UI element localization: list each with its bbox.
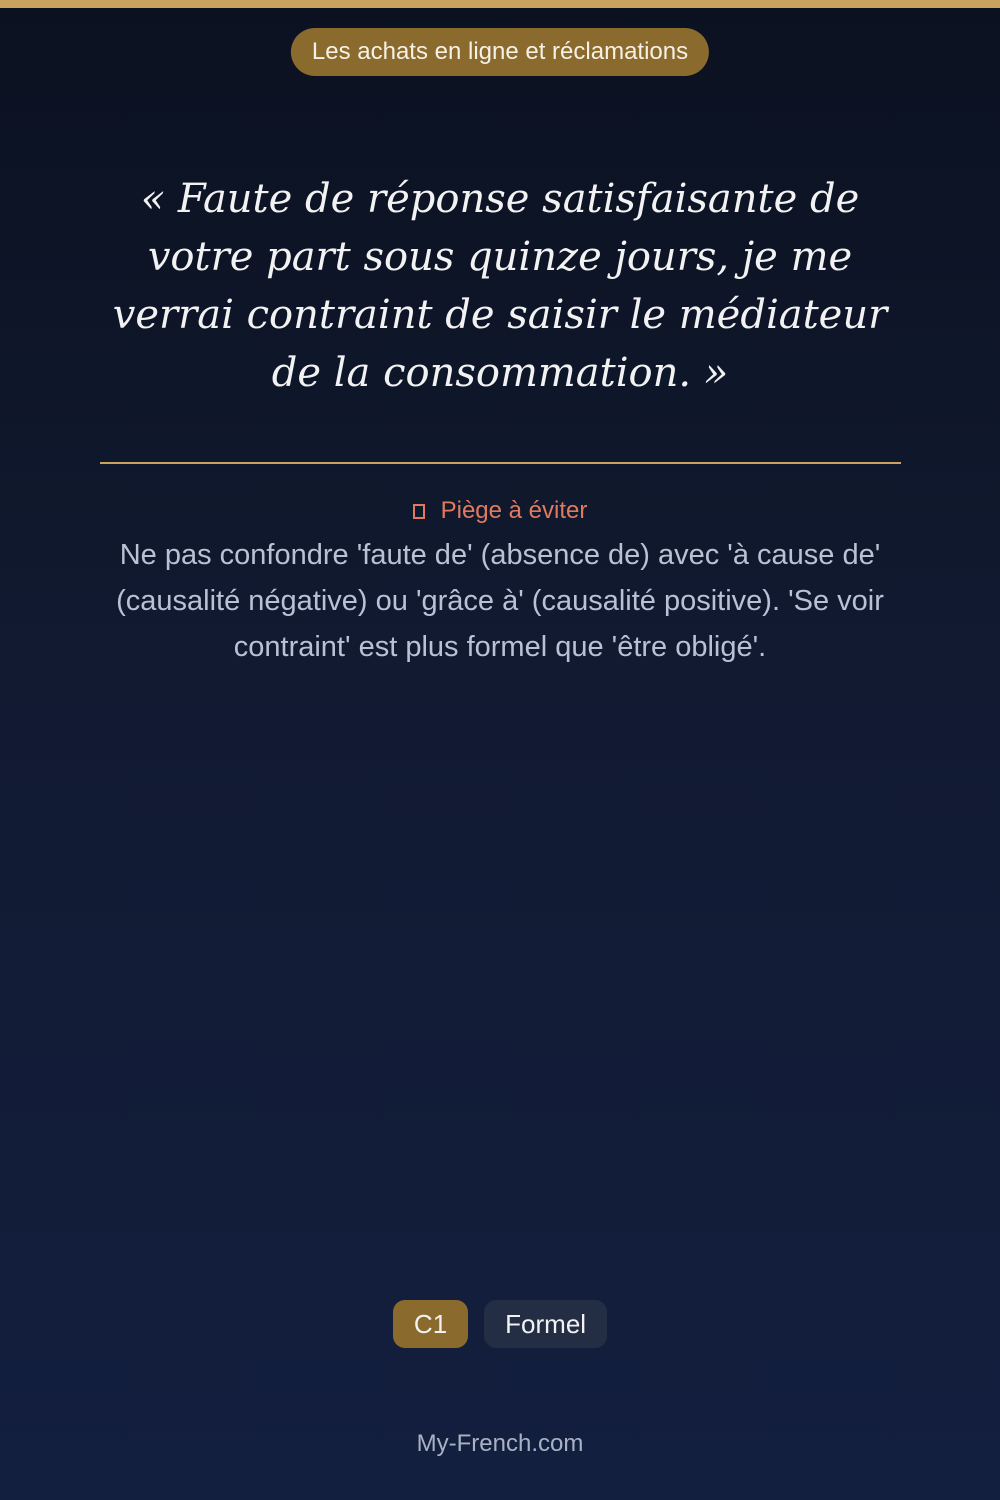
pitfall-explanation: Ne pas confondre 'faute de' (absence de) avec 'à cause de' (causalité négative) ou 'grâce à' (causalité positive). 'Se voir contraint' est plus formel que 'être obligé'. [116, 539, 884, 663]
warning-icon [413, 504, 425, 519]
site-footer: My-French.com [416, 1430, 584, 1457]
divider [100, 462, 901, 464]
top-accent-bar [0, 0, 1000, 8]
tag-list [0, 1300, 1000, 1348]
category-badge: Les achats en ligne et réclamations [291, 28, 709, 76]
register-tag: Formel [484, 1300, 607, 1348]
pitfall-heading [0, 494, 1000, 528]
example-quote: « Faute de réponse satisfaisante de votre part sous quinze jours, je me verrai contraint de saisir le médiateur de la consommation. » [112, 176, 888, 396]
level-tag: C1 [393, 1300, 468, 1348]
pitfall-title: Piège à éviter [440, 497, 588, 524]
